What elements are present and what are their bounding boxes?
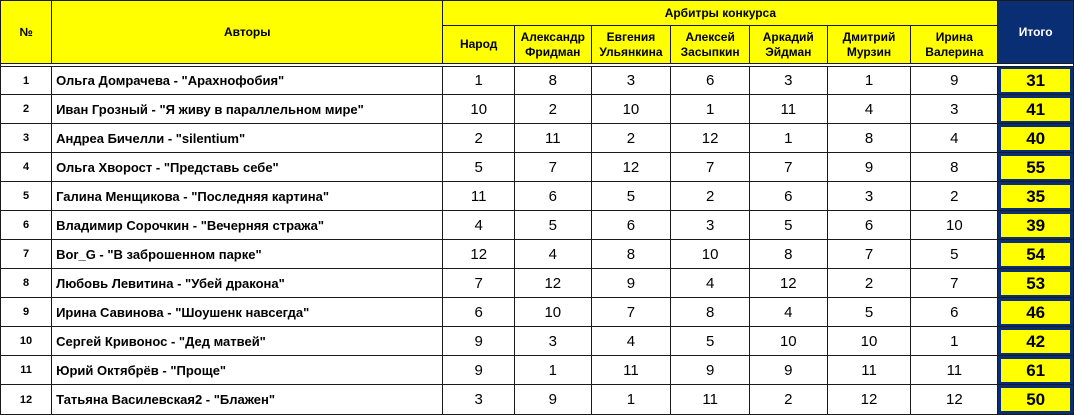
header-authors: Авторы bbox=[52, 1, 443, 64]
total-cell bbox=[998, 67, 1074, 95]
total-value: 31 bbox=[1001, 69, 1070, 92]
score-cell: 1 bbox=[443, 67, 515, 95]
score-cell: 8 bbox=[827, 124, 911, 153]
total-value: 42 bbox=[1001, 330, 1070, 353]
score-cell: 3 bbox=[671, 211, 750, 240]
score-cell: 5 bbox=[443, 153, 515, 182]
total-value: 61 bbox=[1001, 359, 1070, 382]
score-cell: 8 bbox=[514, 67, 591, 95]
author-entry: Ольга Хворост - "Представь себе" bbox=[52, 153, 443, 182]
score-cell: 10 bbox=[911, 211, 998, 240]
header-judge: Ирина Валерина bbox=[911, 26, 998, 64]
total-value: 35 bbox=[1001, 185, 1070, 208]
row-number: 8 bbox=[1, 269, 52, 298]
score-cell: 2 bbox=[671, 182, 750, 211]
score-cell: 4 bbox=[591, 327, 671, 356]
score-cell: 9 bbox=[911, 67, 998, 95]
total-value: 53 bbox=[1001, 272, 1070, 295]
score-cell: 12 bbox=[749, 269, 827, 298]
author-entry: Любовь Левитина - "Убей дракона" bbox=[52, 269, 443, 298]
row-number: 12 bbox=[1, 385, 52, 415]
score-cell: 2 bbox=[749, 385, 827, 415]
author-entry: Bor_G - "В заброшенном парке" bbox=[52, 240, 443, 269]
row-number: 6 bbox=[1, 211, 52, 240]
score-cell: 1 bbox=[827, 67, 911, 95]
author-entry: Татьяна Василевская2 - "Блажен" bbox=[52, 385, 443, 415]
row-number: 2 bbox=[1, 95, 52, 124]
header-judge: Евгения Ульянкина bbox=[591, 26, 671, 64]
score-cell: 8 bbox=[911, 153, 998, 182]
row-number: 10 bbox=[1, 327, 52, 356]
score-cell: 2 bbox=[591, 124, 671, 153]
score-cell: 3 bbox=[827, 182, 911, 211]
score-cell: 7 bbox=[671, 153, 750, 182]
author-entry: Сергей Кривонос - "Дед матвей" bbox=[52, 327, 443, 356]
table-row bbox=[1, 269, 1074, 298]
total-cell bbox=[998, 298, 1074, 327]
score-cell: 7 bbox=[749, 153, 827, 182]
row-number: 11 bbox=[1, 356, 52, 385]
score-cell: 2 bbox=[514, 95, 591, 124]
table-row bbox=[1, 327, 1074, 356]
score-cell: 11 bbox=[514, 124, 591, 153]
score-cell: 2 bbox=[827, 269, 911, 298]
score-cell: 4 bbox=[911, 124, 998, 153]
row-number: 4 bbox=[1, 153, 52, 182]
score-cell: 5 bbox=[911, 240, 998, 269]
score-cell: 6 bbox=[443, 298, 515, 327]
total-cell bbox=[998, 327, 1074, 356]
score-cell: 11 bbox=[749, 95, 827, 124]
score-cell: 9 bbox=[514, 385, 591, 415]
score-cell: 4 bbox=[443, 211, 515, 240]
score-cell: 3 bbox=[591, 67, 671, 95]
score-cell: 1 bbox=[591, 385, 671, 415]
table-body bbox=[1, 67, 1074, 415]
score-cell: 9 bbox=[827, 153, 911, 182]
score-cell: 9 bbox=[749, 356, 827, 385]
score-cell: 3 bbox=[911, 95, 998, 124]
score-cell: 5 bbox=[514, 211, 591, 240]
header-judge: Аркадий Эйдман bbox=[749, 26, 827, 64]
score-cell: 12 bbox=[827, 385, 911, 415]
author-entry: Юрий Октябрёв - "Проще" bbox=[52, 356, 443, 385]
table-row bbox=[1, 124, 1074, 153]
score-cell: 10 bbox=[671, 240, 750, 269]
total-cell bbox=[998, 95, 1074, 124]
score-cell: 7 bbox=[591, 298, 671, 327]
score-cell: 10 bbox=[749, 327, 827, 356]
score-cell: 6 bbox=[671, 67, 750, 95]
total-value: 55 bbox=[1001, 156, 1070, 179]
score-cell: 11 bbox=[911, 356, 998, 385]
score-cell: 10 bbox=[591, 95, 671, 124]
score-cell: 6 bbox=[911, 298, 998, 327]
table-row bbox=[1, 182, 1074, 211]
score-cell: 6 bbox=[591, 211, 671, 240]
score-cell: 5 bbox=[591, 182, 671, 211]
author-entry: Иван Грозный - "Я живу в параллельном мире" bbox=[52, 95, 443, 124]
score-cell: 1 bbox=[749, 124, 827, 153]
total-cell bbox=[998, 211, 1074, 240]
score-cell: 1 bbox=[671, 95, 750, 124]
table-row bbox=[1, 153, 1074, 182]
score-cell: 10 bbox=[827, 327, 911, 356]
score-cell: 9 bbox=[443, 356, 515, 385]
header-judge: Дмитрий Мурзин bbox=[827, 26, 911, 64]
table-row bbox=[1, 211, 1074, 240]
score-cell: 4 bbox=[827, 95, 911, 124]
score-cell: 3 bbox=[443, 385, 515, 415]
score-cell: 12 bbox=[591, 153, 671, 182]
total-value: 39 bbox=[1001, 214, 1070, 237]
score-cell: 6 bbox=[514, 182, 591, 211]
header-judges-group: Арбитры конкурса bbox=[443, 1, 998, 26]
score-cell: 10 bbox=[443, 95, 515, 124]
score-cell: 12 bbox=[911, 385, 998, 415]
score-cell: 11 bbox=[591, 356, 671, 385]
score-cell: 8 bbox=[591, 240, 671, 269]
score-cell: 1 bbox=[911, 327, 998, 356]
score-cell: 7 bbox=[911, 269, 998, 298]
score-cell: 7 bbox=[827, 240, 911, 269]
score-cell: 9 bbox=[671, 356, 750, 385]
total-cell bbox=[998, 385, 1074, 415]
score-cell: 3 bbox=[749, 67, 827, 95]
total-cell bbox=[998, 240, 1074, 269]
row-number: 5 bbox=[1, 182, 52, 211]
score-cell: 4 bbox=[514, 240, 591, 269]
table-row bbox=[1, 67, 1074, 95]
author-entry: Ольга Домрачева - "Арахнофобия" bbox=[52, 67, 443, 95]
score-cell: 4 bbox=[749, 298, 827, 327]
total-value: 50 bbox=[1001, 388, 1070, 411]
table-row bbox=[1, 385, 1074, 415]
score-cell: 3 bbox=[514, 327, 591, 356]
score-cell: 6 bbox=[827, 211, 911, 240]
total-value: 54 bbox=[1001, 243, 1070, 266]
score-cell: 7 bbox=[443, 269, 515, 298]
author-entry: Галина Менщикова - "Последняя картина" bbox=[52, 182, 443, 211]
table-row bbox=[1, 298, 1074, 327]
total-value: 41 bbox=[1001, 98, 1070, 121]
author-entry: Андреа Бичелли - "silentium" bbox=[52, 124, 443, 153]
score-cell: 5 bbox=[671, 327, 750, 356]
score-cell: 12 bbox=[514, 269, 591, 298]
table-row bbox=[1, 356, 1074, 385]
header-num: № bbox=[1, 1, 52, 64]
score-cell: 8 bbox=[749, 240, 827, 269]
score-cell: 10 bbox=[514, 298, 591, 327]
score-cell: 11 bbox=[671, 385, 750, 415]
score-cell: 2 bbox=[911, 182, 998, 211]
score-cell: 2 bbox=[443, 124, 515, 153]
row-number: 3 bbox=[1, 124, 52, 153]
table-row bbox=[1, 240, 1074, 269]
header-judge: Александр Фридман bbox=[514, 26, 591, 64]
score-cell: 7 bbox=[514, 153, 591, 182]
table-row bbox=[1, 95, 1074, 124]
score-cell: 12 bbox=[443, 240, 515, 269]
total-value: 46 bbox=[1001, 301, 1070, 324]
row-number: 9 bbox=[1, 298, 52, 327]
total-cell bbox=[998, 269, 1074, 298]
score-cell: 9 bbox=[591, 269, 671, 298]
score-cell: 4 bbox=[671, 269, 750, 298]
score-cell: 11 bbox=[827, 356, 911, 385]
author-entry: Ирина Савинова - "Шоушенк навсегда" bbox=[52, 298, 443, 327]
score-cell: 5 bbox=[749, 211, 827, 240]
author-entry: Владимир Сорочкин - "Вечерняя стража" bbox=[52, 211, 443, 240]
score-cell: 6 bbox=[749, 182, 827, 211]
total-value: 40 bbox=[1001, 127, 1070, 150]
score-cell: 5 bbox=[827, 298, 911, 327]
header-judge: Алексей Засыпкин bbox=[671, 26, 750, 64]
score-cell: 11 bbox=[443, 182, 515, 211]
total-cell bbox=[998, 356, 1074, 385]
row-number: 1 bbox=[1, 67, 52, 95]
score-cell: 8 bbox=[671, 298, 750, 327]
header-judge: Народ bbox=[443, 26, 515, 64]
total-cell bbox=[998, 182, 1074, 211]
header-total: Итого bbox=[998, 1, 1074, 64]
score-cell: 12 bbox=[671, 124, 750, 153]
score-cell: 1 bbox=[514, 356, 591, 385]
score-cell: 9 bbox=[443, 327, 515, 356]
total-cell bbox=[998, 153, 1074, 182]
row-number: 7 bbox=[1, 240, 52, 269]
total-cell bbox=[998, 124, 1074, 153]
